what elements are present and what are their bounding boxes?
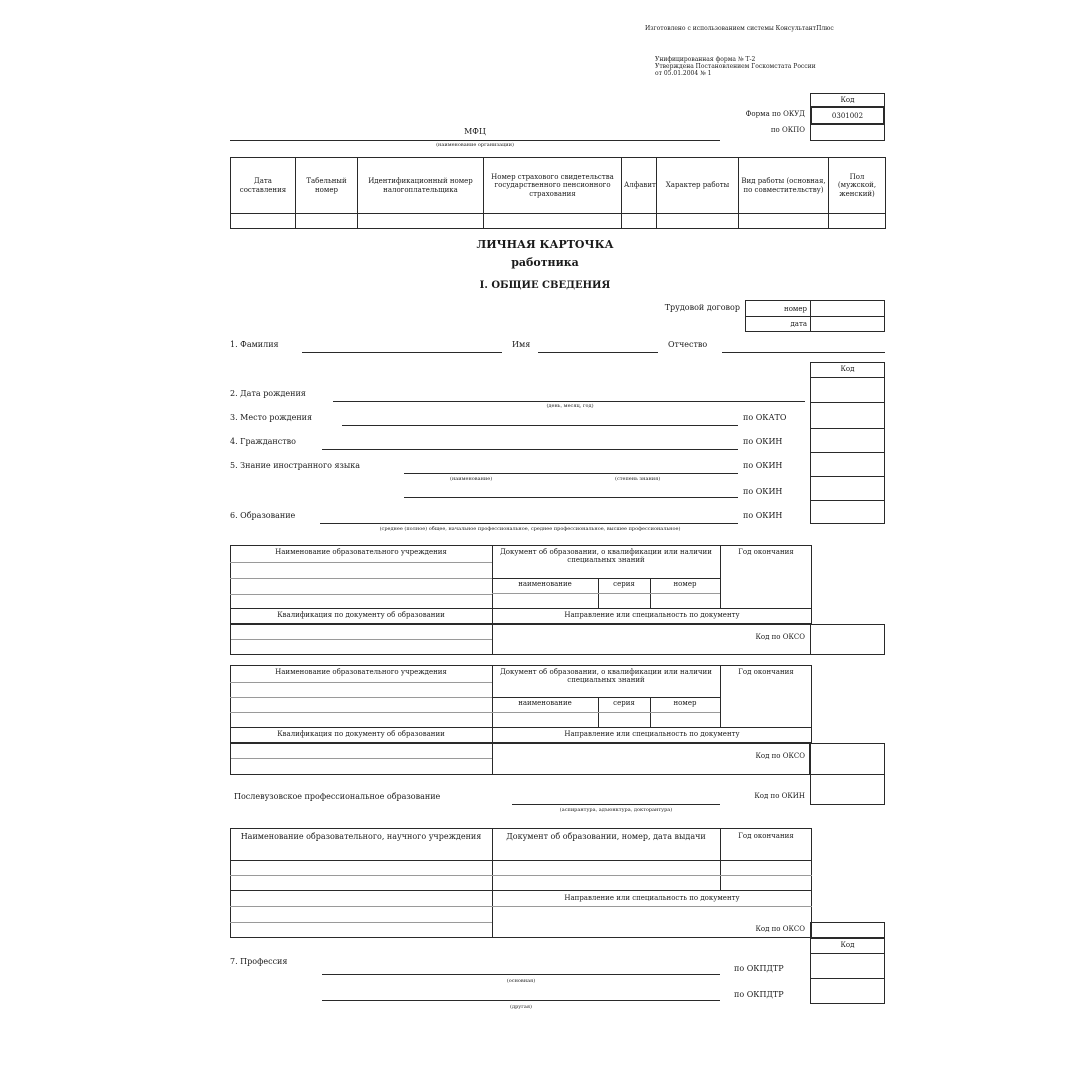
doc-number-header: номер xyxy=(673,699,697,707)
col-work-kind: Вид работы (основная, по совместительству) xyxy=(739,158,829,214)
profession-caption: (основная) xyxy=(506,978,536,984)
document-header: Документ об образовании, о квалификации или наличии специальных знаний xyxy=(500,668,712,685)
okpdtr-label: по ОКПДТР xyxy=(734,990,784,999)
citizenship-field[interactable] xyxy=(322,449,738,450)
postgrad-caption: (аспирантура, адъюнктура, докторантура) xyxy=(559,807,673,813)
birth-place-label: 3. Место рождения xyxy=(230,413,313,422)
doc-number-header: номер xyxy=(673,580,697,588)
okud-value: 0301002 xyxy=(810,106,885,125)
okud-label: Форма по ОКУД xyxy=(745,110,805,118)
qualification-header: Квалификация по документу об образовании xyxy=(277,611,445,619)
name-label: Имя xyxy=(512,340,531,349)
col-gender: Пол (мужской, женский) xyxy=(829,158,886,214)
profession-caption: (другая) xyxy=(510,1004,532,1010)
birth-date-caption: (день, месяц, год) xyxy=(546,403,594,409)
foreign-lang-caption: (степень знания) xyxy=(615,476,661,482)
foreign-lang-caption: (наименование) xyxy=(450,476,493,482)
doc-name-header: наименование xyxy=(518,699,572,707)
doc-series-header: серия xyxy=(613,580,635,588)
okin-label: по ОКИН xyxy=(743,461,783,470)
surname-field[interactable] xyxy=(302,352,502,353)
col-inn: Идентификационный номер налогоплательщика xyxy=(358,158,484,214)
card-subtitle: работника xyxy=(511,256,579,269)
col-tab-number: Табельный номер xyxy=(296,158,358,214)
okin-code-label: Код по ОКИН xyxy=(754,792,805,800)
okin-label: по ОКИН xyxy=(743,437,783,446)
name-field[interactable] xyxy=(538,352,658,353)
cell-input[interactable] xyxy=(484,214,622,229)
profession-label: 7. Профессия xyxy=(230,957,288,966)
patronymic-field[interactable] xyxy=(722,352,885,353)
col-snils: Номер страхового свидетельства государственного пенсионного страхования xyxy=(484,158,622,214)
labor-contract-label: Трудовой договор xyxy=(664,303,740,312)
year-header: Год окончания xyxy=(738,832,794,840)
form-approval xyxy=(655,57,885,78)
okpo-value[interactable] xyxy=(810,124,885,141)
year-header: Год окончания xyxy=(738,548,794,556)
specialty-header: Направление или специальность по документу xyxy=(564,611,740,619)
foreign-lang-field-2[interactable] xyxy=(404,497,738,498)
surname-label: 1. Фамилия xyxy=(230,340,279,349)
qualification-header: Квалификация по документу об образовании xyxy=(277,730,445,738)
org-underline xyxy=(230,140,720,141)
education-label: 6. Образование xyxy=(230,511,296,520)
document-header: Документ об образовании, о квалификации или наличии специальных знаний xyxy=(500,548,712,565)
top-note: Изготовлено с использованием системы КонсультантПлюс xyxy=(645,25,834,32)
year-header: Год окончания xyxy=(738,668,794,676)
contract-number-label: номер xyxy=(784,305,807,313)
specialty-header: Направление или специальность по документу xyxy=(564,730,740,738)
cell-input[interactable] xyxy=(657,214,739,229)
okpdtr-label: по ОКПДТР xyxy=(734,964,784,973)
education-field[interactable] xyxy=(320,523,738,524)
contract-date-label: дата xyxy=(790,320,807,328)
birth-date-label: 2. Дата рождения xyxy=(230,389,306,398)
patronymic-label: Отчество xyxy=(668,340,708,349)
card-title: ЛИЧНАЯ КАРТОЧКА xyxy=(476,238,614,251)
cell-input[interactable] xyxy=(622,214,657,229)
approval-line: Утверждена Постановлением Госкомстата России xyxy=(655,62,816,70)
cell-input[interactable] xyxy=(829,214,886,229)
col-alphabet: Алфавит xyxy=(622,158,657,214)
okin-label: по ОКИН xyxy=(743,511,783,520)
okato-label: по ОКАТО xyxy=(743,413,787,422)
institution-header: Наименование образовательного, научного учреждения xyxy=(240,832,482,841)
doc-series-header: серия xyxy=(613,699,635,707)
org-caption: (наименование организации) xyxy=(436,142,514,148)
postgrad-label: Послевузовское профессиональное образование xyxy=(234,792,441,801)
codes-header: Код xyxy=(810,93,885,107)
cell-input[interactable] xyxy=(358,214,484,229)
cell-input[interactable] xyxy=(739,214,829,229)
profession-codes-header: Код xyxy=(840,941,855,949)
doc-name-header: наименование xyxy=(518,580,572,588)
education-caption: (среднее (полное) общее, начальное профессиональное, среднее профессиональное, высшее профессиональное) xyxy=(379,526,681,532)
col-date: Дата составления xyxy=(231,158,296,214)
section-title: I. ОБЩИЕ СВЕДЕНИЯ xyxy=(479,280,611,291)
foreign-lang-label: 5. Знание иностранного языка xyxy=(230,461,361,470)
institution-header: Наименование образовательного учреждения xyxy=(275,668,447,676)
personnel-header-table xyxy=(230,157,886,229)
institution-header: Наименование образовательного учреждения xyxy=(275,548,447,556)
org-name: МФЦ xyxy=(464,127,486,136)
profession-other-field[interactable] xyxy=(322,1000,720,1001)
specialty-header: Направление или специальность по документу xyxy=(564,894,740,902)
foreign-lang-field[interactable] xyxy=(404,473,738,474)
citizenship-label: 4. Гражданство xyxy=(230,437,296,446)
birth-place-field[interactable] xyxy=(342,425,738,426)
cell-input[interactable] xyxy=(296,214,358,229)
okso-label: Код по ОКСО xyxy=(755,752,805,760)
cell-input[interactable] xyxy=(231,214,296,229)
postgrad-field[interactable] xyxy=(512,804,720,805)
document-header: Документ об образовании, номер, дата выдачи xyxy=(506,832,706,841)
okso-label: Код по ОКСО xyxy=(755,633,805,641)
approval-line: от 05.01.2004 № 1 xyxy=(655,69,712,77)
personal-codes-header: Код xyxy=(840,365,855,373)
okpo-label: по ОКПО xyxy=(770,126,805,134)
birth-date-field[interactable] xyxy=(333,401,805,402)
profession-main-field[interactable] xyxy=(322,974,720,975)
col-work-type: Характер работы xyxy=(657,158,739,214)
okin-label: по ОКИН xyxy=(743,487,783,496)
okso-label: Код по ОКСО xyxy=(755,925,805,933)
approval-line: Унифицированная форма № Т-2 xyxy=(655,56,756,63)
